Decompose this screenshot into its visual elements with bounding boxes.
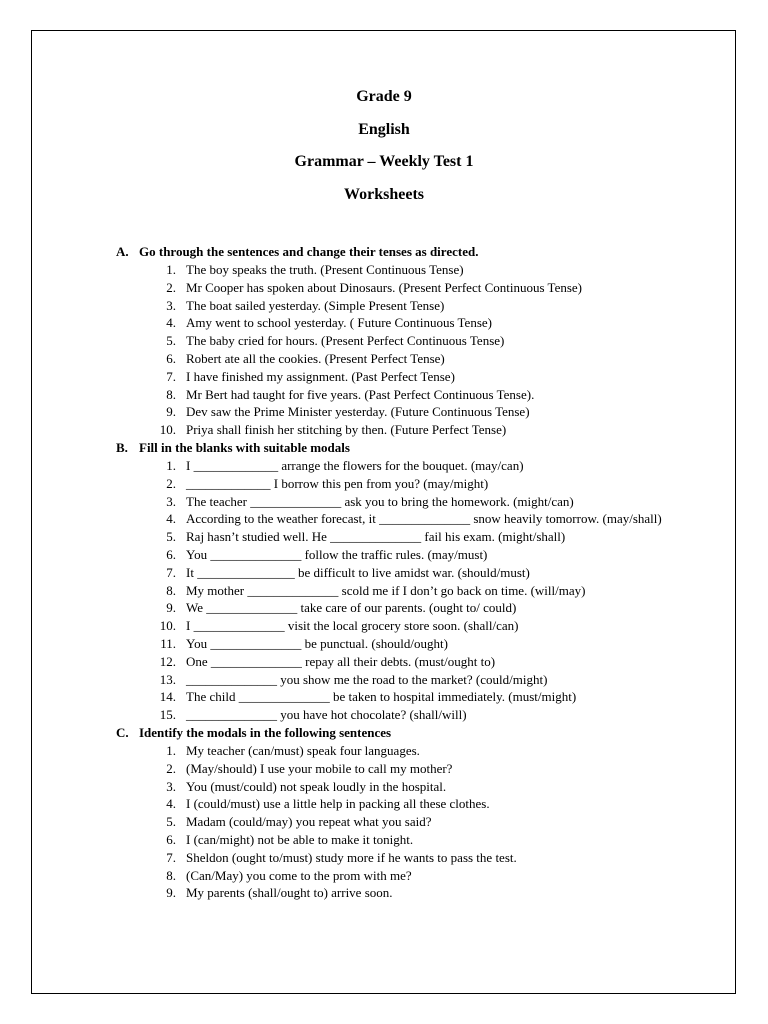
question-number: 6. [166,350,176,366]
question-item [116,510,676,528]
question-number: 11. [160,635,176,651]
question-text: You (must/could) not speak loudly in the hospital. [186,778,447,794]
question-number: 9. [166,885,176,901]
question-item [116,617,676,635]
question-item [116,332,676,350]
question-text: Sheldon (ought to/must) study more if he wants to pass the test. [186,849,517,865]
question-number: 9. [166,404,176,420]
worksheets-title: Worksheets [344,185,424,203]
question-text: My mother ______________ scold me if I don’t go back on time. (will/may) [186,582,586,598]
question-item [116,599,676,617]
question-text: I (can/might) not be able to make it tonight. [186,831,414,847]
question-number: 2. [166,760,176,776]
question-text: My teacher (can/must) speak four languages. [186,742,420,758]
question-number: 8. [166,582,176,598]
test-title: Grammar – Weekly Test 1 [294,153,474,170]
question-number: 1. [166,742,176,758]
question-item [116,368,676,386]
question-item [116,653,676,671]
question-number: 3. [166,297,176,313]
question-text: The teacher ______________ ask you to bring the homework. (might/can) [186,493,574,509]
question-list [116,742,676,902]
question-item [116,403,676,421]
title-block [0,86,768,216]
question-item [116,849,676,867]
question-item [116,421,676,439]
question-text: The child ______________ be taken to hospital immediately. (must/might) [186,689,577,705]
question-number: 6. [166,831,176,847]
question-item [116,528,676,546]
question-number: 7. [166,849,176,865]
question-number: 2. [166,475,176,491]
question-item [116,742,676,760]
question-item [116,279,676,297]
section-heading [116,439,676,457]
question-number: 1. [166,457,176,473]
question-text: We ______________ take care of our parents. (ought to/ could) [186,600,517,616]
question-text: I (could/must) use a little help in packing all these clothes. [186,796,490,812]
question-item [116,475,676,493]
section-heading [116,724,676,742]
subject-title: English [358,120,410,138]
question-item [116,867,676,885]
question-number: 8. [166,386,176,402]
section-title: Fill in the blanks with suitable modals [139,439,350,455]
question-item [116,314,676,332]
question-text: Robert ate all the cookies. (Present Perfect Tense) [186,350,445,366]
question-text: I have finished my assignment. (Past Perfect Tense) [186,368,455,384]
section-tenses [116,243,676,439]
question-text: You ______________ follow the traffic rules. (may/must) [186,546,488,562]
question-text: You ______________ be punctual. (should/ought) [186,635,448,651]
question-item [116,831,676,849]
question-text: I _____________ arrange the flowers for the bouquet. (may/can) [186,457,524,473]
question-number: 9. [166,600,176,616]
question-text: The boat sailed yesterday. (Simple Present Tense) [186,297,445,313]
section-letter: C. [116,724,129,740]
question-number: 4. [166,511,176,527]
question-number: 5. [166,529,176,545]
section-letter: B. [116,439,128,455]
worksheet-content [116,243,676,902]
question-number: 5. [166,333,176,349]
question-text: Priya shall finish her stitching by then. (Future Perfect Tense) [186,422,507,438]
question-text: According to the weather forecast, it ______________ snow heavily tomorrow. (may/shall) [186,511,662,527]
question-item [116,457,676,475]
question-number: 2. [166,279,176,295]
question-item [116,564,676,582]
question-number: 3. [166,778,176,794]
question-number: 5. [166,814,176,830]
question-text: Mr Bert had taught for five years. (Past Perfect Continuous Tense). [186,386,535,402]
question-item [116,635,676,653]
question-text: (Can/May) you come to the prom with me? [186,867,412,883]
question-item [116,493,676,511]
grade-title: Grade 9 [356,88,412,105]
question-item [116,546,676,564]
question-item [116,261,676,279]
section-letter: A. [116,244,129,259]
question-item [116,582,676,600]
question-item [116,350,676,368]
question-number: 8. [166,867,176,883]
question-number: 14. [159,689,176,705]
question-text: Madam (could/may) you repeat what you said? [186,814,432,830]
question-item [116,688,676,706]
question-item [116,884,676,902]
question-number: 7. [166,564,176,580]
question-list [116,261,676,439]
question-text: Mr Cooper has spoken about Dinosaurs. (Present Perfect Continuous Tense) [186,279,583,295]
question-text: Raj hasn’t studied well. He ______________ fail his exam. (might/shall) [186,529,566,545]
question-item [116,778,676,796]
question-item [116,760,676,778]
question-number: 3. [166,493,176,509]
question-number: 10. [159,618,176,634]
question-number: 1. [166,262,176,277]
question-number: 7. [166,368,176,384]
question-item [116,297,676,315]
question-text: The baby cried for hours. (Present Perfect Continuous Tense) [186,333,505,349]
question-text: My parents (shall/ought to) arrive soon. [186,885,393,901]
question-item [116,813,676,831]
question-number: 6. [166,546,176,562]
question-text: ______________ you show me the road to the market? (could/might) [186,671,548,687]
question-text: One ______________ repay all their debts. (must/ought to) [186,653,496,669]
question-text: The boy speaks the truth. (Present Continuous Tense) [186,262,464,277]
question-list [116,457,676,724]
question-number: 4. [166,796,176,812]
section-modals-identify [116,724,676,902]
section-title: Go through the sentences and change their tenses as directed. [139,244,479,259]
question-text: (May/should) I use your mobile to call my mother? [186,760,453,776]
question-text: It _______________ be difficult to live amidst war. (should/must) [186,564,530,580]
question-item [116,386,676,404]
section-heading [116,243,676,261]
question-number: 15. [159,707,176,723]
question-text: ______________ you have hot chocolate? (shall/will) [186,707,467,723]
question-item [116,671,676,689]
question-text: I ______________ visit the local grocery store soon. (shall/can) [186,618,519,634]
question-number: 4. [166,315,176,331]
question-text: _____________ I borrow this pen from you? (may/might) [186,475,489,491]
question-item [116,795,676,813]
question-item [116,706,676,724]
section-title: Identify the modals in the following sentences [139,724,392,740]
question-number: 10. [159,422,176,438]
section-modals-fill [116,439,676,724]
question-number: 12. [159,653,176,669]
question-number: 13. [159,671,176,687]
question-text: Dev saw the Prime Minister yesterday. (Future Continuous Tense) [186,404,530,420]
question-text: Amy went to school yesterday. ( Future Continuous Tense) [186,315,492,331]
